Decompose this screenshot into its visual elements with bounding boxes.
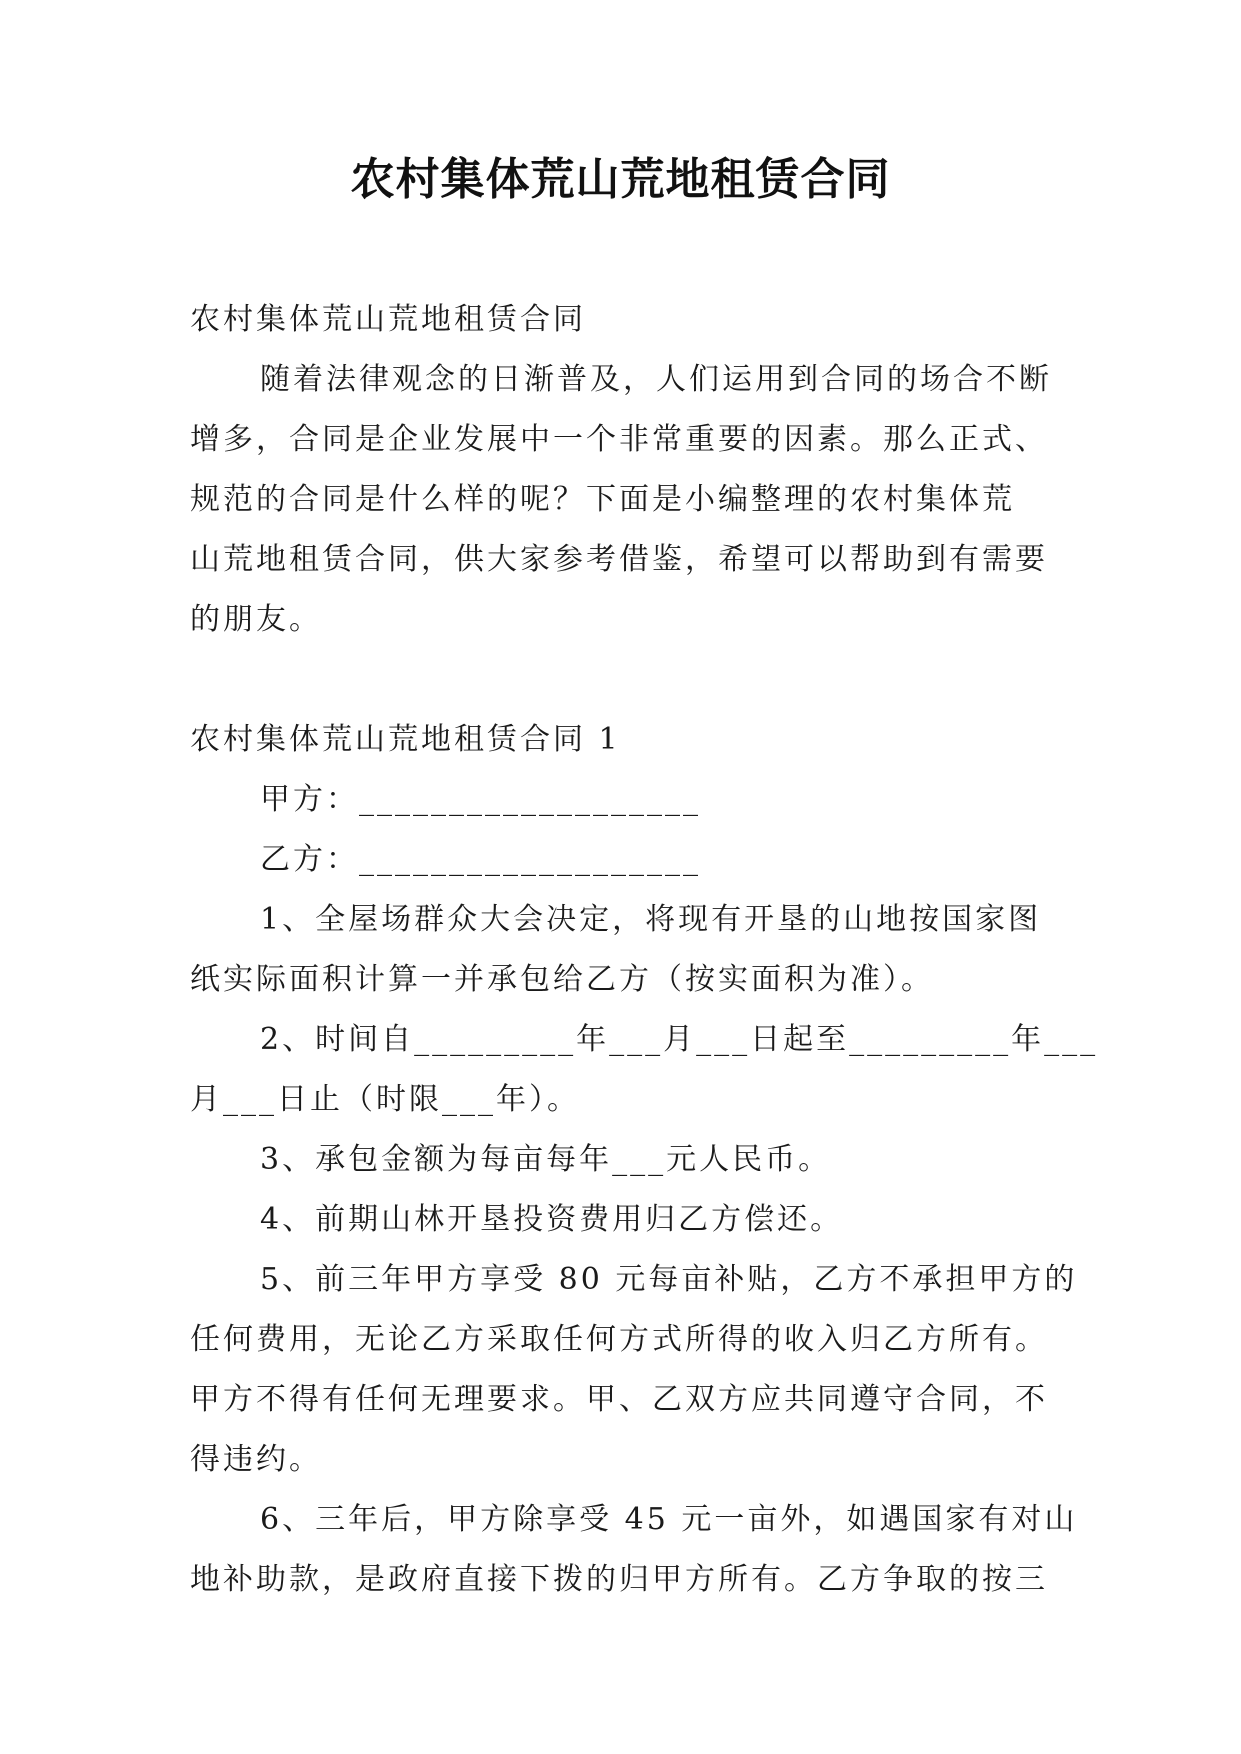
section-title: 农村集体荒山荒地租赁合同 1 [190,722,621,757]
intro-line: 增多，合同是企业发展中一个非常重要的因素。那么正式、 [190,422,1048,457]
document-title: 农村集体荒山荒地租赁合同 [350,154,891,205]
clause-line: 2、时间自_________年___月___日起至_________年___ [260,1022,1099,1057]
party-a-line: 甲方：___________________ [260,782,701,817]
intro-line: 山荒地租赁合同，供大家参考借鉴，希望可以帮助到有需要 [190,542,1048,577]
intro-line: 规范的合同是什么样的呢？下面是小编整理的农村集体荒 [190,482,1015,517]
document-heading: 农村集体荒山荒地租赁合同 [190,302,586,337]
clause-line: 3、承包金额为每亩每年___元人民币。 [260,1142,832,1177]
clause-line: 5、前三年甲方享受 80 元每亩补贴，乙方不承担甲方的 [260,1262,1078,1297]
clause-line: 4、前期山林开垦投资费用归乙方偿还。 [260,1202,844,1237]
party-b-line: 乙方：___________________ [260,842,701,877]
clause-line: 6、三年后，甲方除享受 45 元一亩外，如遇国家有对山 [260,1502,1078,1537]
intro-line: 的朋友。 [190,602,322,637]
clause-line: 月___日止（时限___年）。 [190,1082,580,1117]
clause-line: 地补助款，是政府直接下拨的归甲方所有。乙方争取的按三 [190,1562,1048,1597]
clause-line: 任何费用，无论乙方采取任何方式所得的收入归乙方所有。 [190,1322,1048,1357]
clause-line: 得违约。 [190,1442,322,1477]
paragraph-gap [190,650,1070,710]
intro-line: 随着法律观念的日渐普及，人们运用到合同的场合不断 [260,362,1052,397]
clause-line: 1、全屋场群众大会决定，将现有开垦的山地按国家图 [260,902,1042,937]
document-body [190,290,1099,1610]
clause-line: 甲方不得有任何无理要求。甲、乙双方应共同遵守合同，不 [190,1382,1048,1417]
clause-line: 纸实际面积计算一并承包给乙方（按实面积为准）。 [190,962,934,997]
